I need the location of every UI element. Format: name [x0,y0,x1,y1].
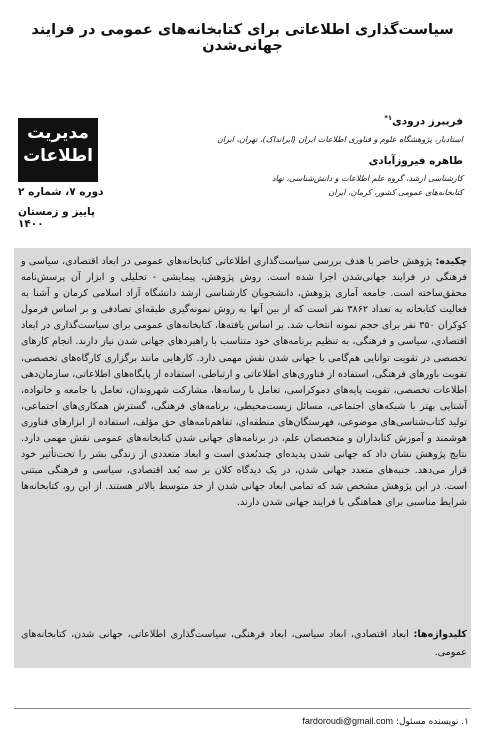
author-2 [193,155,463,200]
corresponding-email[interactable]: fardoroudi@gmail.com [302,716,394,726]
keywords-text: ابعاد اقتصادی، ابعاد سیاسی، ابعاد فرهنگی، سیاست‌گذاری اطلاعاتی، جهانی شدن، کتابخانه‌های عمومی. [21,629,467,658]
journal-logo [18,118,98,182]
abstract [21,254,467,512]
author-1-affiliation: استادیار، پژوهشگاه علوم و فناوری اطلاعات ایران (ایرانداک)، تهران، ایران [216,134,463,144]
author-1 [193,114,463,147]
author-1-marker: ۱* [384,114,393,122]
journal-logo-line1: مدیریت [27,123,89,143]
keywords [21,626,467,662]
footnote-label: ۱. نویسنده مسئول: [395,717,469,727]
journal-logo-line2: اطلاعات [23,146,93,166]
footnote [169,716,469,727]
issue-volume: دوره ۷، شماره ۲ [18,186,104,198]
keywords-label: کلیدواژه‌ها: [413,629,467,640]
paper-title: سیاست‌گذاری اطلاعاتی برای کتابخانه‌های عمومی در فرایند جهانی‌شدن [31,22,454,54]
issue-season: پاییز و زمستان ۱۴۰۰ [18,206,95,230]
footnote-divider [14,708,471,709]
abstract-label: چکیده: [435,256,467,267]
author-block [193,114,463,200]
author-1-name: فریبرز درودی [392,115,463,128]
author-2-affiliation: کارشناسی ارشد، گروه علم اطلاعات و دانش‌شناسی، نهاد کتابخانه‌های عمومی کشور، کرمان، ایران [271,173,463,197]
abstract-text: پژوهش حاضر با هدف بررسی سیاست‌گذاری اطلاعاتی کتابخانه‌های عمومی در ابعاد اقتصادی، سیاسی و فرهنگی در فرایند جهانی‌شدن اجرا شده است. روش پژوهش، پیمایشی - تحلیلی و ابزار آن پرسش‌نامه محقق‌ساخته است. جامعه آماری پژوهش، دانشجویان کارشناسی ارشد دانشگاه آزاد اسلامی کرمان و آشنا به فعالیت کتابخانه به تعداد ۳۸۶۲ نفر است که از بین آنها به روش نمونه‌گیری طبقه‌ای تصادفی و بر اساس فرمول کوکران ۳۵۰ نفر برای حجم نمونه انتخاب شد. بر اساس یافته‌ها، کتابخانه‌های عمومی برای سیاست‌گذاری در ابعاد اقتصادی، سیاسی و فرهنگی، به تنظیم برنامه‌های خود متناسب با راهبردهای جهانی شدن نیاز دارند. انجام کارهای تخصصی در تقویت توانایی هم‌گامی با جهانی شدن نقش مهمی دارد. کارهایی مانند برگزاری کارگاه‌های تخصصی، تقویت باورهای فرهنگی، استفاده از فناوری‌های اطلاعاتی و ارتباطی، استفاده از پایگاه‌های اطلاعاتی، سازمان‌دهی اطلاعات تخصصی، تقویت پایه‌های دموکراسی، تعامل با رسانه‌ها، مشارکت شهروندان، تعامل با جامعه و خانواده، آشنایی بهتر با شبکه‌های اجتماعی، مسائل زیست‌محیطی، برنامه‌های فرهنگی، گسترش همکاری‌های اجتماعی، تولید کتاب‌شناسی‌های موضوعی، فهرستگان‌های منطقه‌ای، تفاهم‌نامه‌های حق مؤلف، استفاده از ابزارهای فناوری هوشمند و آموزش کتابداران و متخصصان علم، در برنامه‌های جهانی شدن کتابخانه‌های عمومی نقش مهمی دارد. نتایج پژوهش نشان داد که جهانی شدن پدیده‌ای چندبُعدی است و ابعاد متعددی از زندگی بشر را تحت‌تأثیر خود قرار می‌دهد. جنبه‌های متعدد جهانی شدن، در یک دیدگاه کلان بر سه بُعد اقتصادی، سیاسی و فرهنگی مبتنی است. در این پژوهش مشخص شد که تمامی ابعاد جهانی شدن از حد متوسط بالاتر هستند. از این رو، کتابخانه‌ها شرایط مناسبی برای هماهنگی با فرایند جهانی شدن دارند. [21,256,467,509]
author-2-name: طاهره فیروزآبادی [368,154,463,167]
